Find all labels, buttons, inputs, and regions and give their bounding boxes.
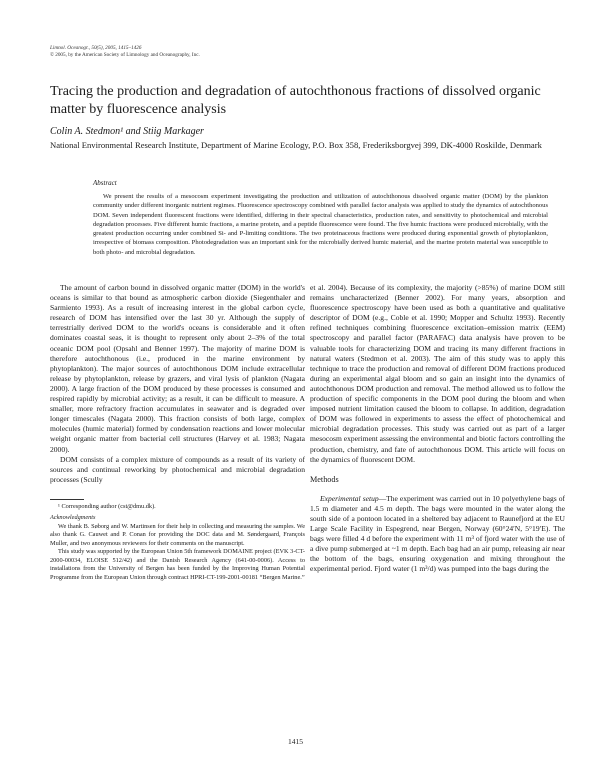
methods-text: —The experiment was carried out in 10 polyethylene bags of 1.5 m diameter and 4.5 m depth. The bags were mounted in the water along the south side of a pontoon located in a sheltered bay adjacent to Raunefjord at the EU Large Scale Facility in Espegrend, near Bergen, Norway (60°24′N, 5°19′E). The bags were filled 4 d before the experiment with 11 m³ of fjord water with the use of a dive pump submerged at ~1 m depth. Each bag had an air pump, releasing air near the bottom of the bags, ensuring oxygenation and mixing throughout the experimental period. Fjord water (1 m³/d) was pumped into the bags during the <box>310 493 565 574</box>
abstract-heading: Abstract <box>93 179 117 187</box>
author-list: Colin A. Stedmon¹ and Stiig Markager <box>50 126 204 137</box>
intro-paragraph-2: DOM consists of a complex mixture of compounds as a result of its variety of sources and continual reworking by photochemical and microbial degradation processes (Scully <box>50 454 305 484</box>
copyright-line: © 2005, by the American Society of Limnology and Oceanography, Inc. <box>50 52 200 58</box>
abstract-text: We present the results of a mesocosm experiment investigating the production and utilization of autochthonous dissolved organic matter (DOM) by the plankton community under different inorganic nutrient regimes. Fluorescence spectroscopy combined with parallel factor analysis was applied to study the dynamics of autochthonous DOM. Seven independent fluorescent fractions were identified, differing in their spectral characteristics, production rates, and sensitivity to photochemical and microbial degradation processes. Five different humic fractions, a marine protein, and a peptide fluorescence were found. The five humic fractions were produced microbially, with the greatest production occurring under combined Si- and P-limiting conditions. The two proteinaceous fractions were produced during exponential growth of phytoplankton, irrespective of biomass composition. Photodegradation was an important sink for the microbially derived humic material, and the marine protein material was susceptible to both photo- and microbial degradation. <box>93 193 548 256</box>
footnote-rule <box>50 499 84 500</box>
intro-paragraph-1: The amount of carbon bound in dissolved organic matter (DOM) in the world's oceans is similar to that bound as atmospheric carbon dioxide (Siegenthaler and Sarmiento 1993). As a result of increasing interest in the global carbon cycle, research of DOM has intensified over the last 30 yr. Although the supply of terrestrially derived DOM to the world's oceans is considerable and it often dominates coastal seas, it is thought to represent only about 2–3% of the total oceanic DOM pool (Opsahl and Benner 1997). The majority of marine DOM is therefore autochthonous (i.e., produced in the marine environment by phytoplankton). The major sources of autochthonous DOM include extracellular release by phytoplankton, release by grazers, and viral lysis of plankton (Nagata 2000). A large fraction of the DOM produced by these processes is consumed and respired rapidly by microbial activity; as a result, it can be difficult to measure. A smaller, more refractory fraction accumulates in seawater and is degraded over longer timescales (Nagata 2000). This fraction consists of both large, complex molecules (humic material) formed by condensation reactions and lower molecular weight organic matter from bacterial cell structures (Harvey et al. 1983; Nagata 2000). <box>50 283 305 454</box>
footnotes <box>50 503 305 583</box>
journal-citation: Limnol. Oceanogr., 50(5), 2005, 1415–1426 <box>50 45 142 51</box>
corresponding-author-footnote: ¹ Corresponding author (cst@dmu.dk). <box>58 502 156 510</box>
methods-subheading: Experimental setup <box>320 493 379 503</box>
page-number: 1415 <box>288 737 303 746</box>
methods-paragraph <box>310 494 565 575</box>
abstract <box>93 192 548 257</box>
acknowledgments-paragraph-1: We thank B. Søborg and W. Martinsen for their help in collecting and measuring the samples. We also thank G. Cauwet and P. Conan for providing the DOC data and M. Søndergaard, François Muller, and two anonymous reviewers for their comments on the manuscript. <box>50 522 305 547</box>
journal-header <box>50 45 200 59</box>
methods-heading: Methods <box>310 474 339 484</box>
acknowledgments-paragraph-2: This study was supported by the European Union 5th framework DOMAINE project (EVK 3-CT-2000-00034, ELOISE 512/42) and the Danish Research Agency (641-00-0006). Access to installations from the University of Bergen has been funded by the Improving Human Potential Programme from the European Union through contract HPRI-CT-199-2001-00181 “Bergen Marine.” <box>50 548 305 581</box>
affiliation: National Environmental Research Institute, Department of Marine Ecology, P.O. Box 358, Frederiksborgvej 399, DK-4000 Roskilde, Denmark <box>50 140 542 150</box>
acknowledgments-heading: Acknowledgments <box>50 514 96 522</box>
left-column <box>50 283 305 582</box>
article-title: Tracing the production and degradation of autochthonous fractions of dissolved organic matter by fluorescence analysis <box>50 84 541 117</box>
right-column <box>310 283 565 575</box>
intro-paragraph-3: et al. 2004). Because of its complexity, the majority (>85%) of marine DOM still remains uncharacterized (Benner 2002). For many years, absorption and fluorescence spectroscopy have been used as both a quantitative and qualitative descriptor of DOM (e.g., Coble et al. 1990; Mopper and Schultz 1993). Recently refined techniques combining fluorescence excitation–emission matrix (EEM) spectroscopy and parallel factor (PARAFAC) data analysis have proven to be valuable tools for characterizing DOM and tracing its many different fractions in natural waters (Stedmon et al. 2003). The aim of this study was to apply this technique to trace the production and removal of different DOM fractions produced during an experimental algal bloom and so gain an insight into the dynamics of autochthonous DOM production and removal. The method allowed us to follow the production of specific components in the DOM pool during the bloom and when imposed nutrient limitation caused the bloom to collapse. In addition, degradation of DOM was followed in experiments to assess the effect of photochemical and microbial degradation processes. This study was carried out as part of a larger mesocosm experiment assessing the environmental and biotic factors controlling the production, chemistry, and fate of autochthonous DOM. This article will focus on the dynamics of fluorescent DOM. <box>310 283 565 464</box>
